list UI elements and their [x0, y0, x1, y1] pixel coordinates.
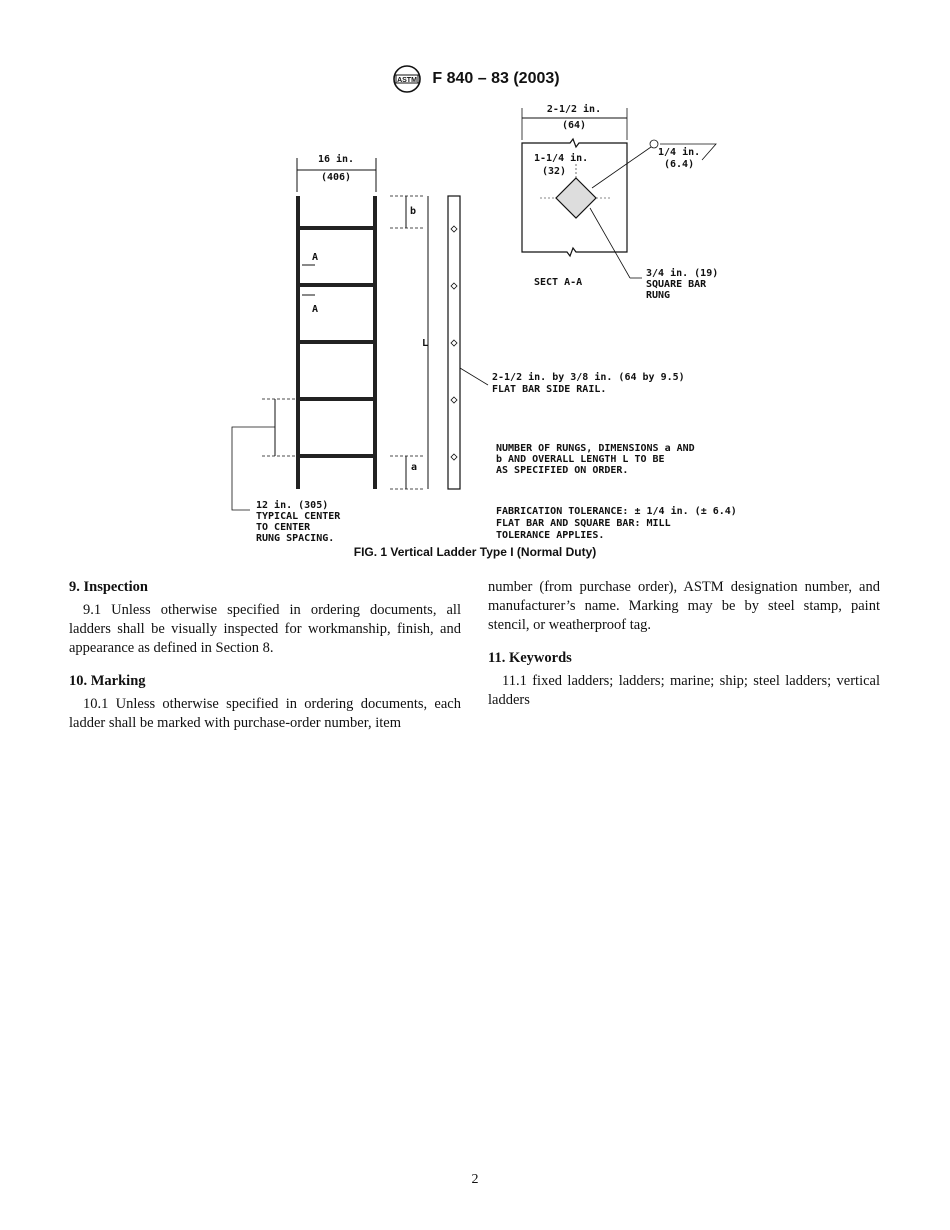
- marking-paragraph-continued: number (from purchase order), ASTM designation number, and manufacturer’s name. Marking may be by steel stamp, paint stencil, or weatherproof tag.: [488, 579, 880, 633]
- width-label-in: 16 in.: [317, 154, 355, 165]
- svg-text:(6.4): (6.4): [664, 159, 695, 170]
- inspection-heading: 9. Inspection: [69, 579, 148, 595]
- svg-text:ASTM: ASTM: [397, 77, 418, 84]
- dim-b: b: [410, 206, 417, 217]
- svg-text:1/4 in.: 1/4 in.: [658, 147, 701, 158]
- spacing-note-2: TYPICAL CENTER: [256, 511, 341, 522]
- spacing-note-4: RUNG SPACING.: [256, 533, 335, 544]
- svg-text:(64): (64): [561, 120, 587, 131]
- rungs: [300, 226, 373, 458]
- svg-text:1-1/4 in.: 1-1/4 in.: [534, 153, 589, 164]
- inspection-paragraph: 9.1 Unless otherwise specified in ordering documents, all ladders shall be visually inspected for workmanship, finish, and appearance as defined in Section 8.: [69, 602, 461, 656]
- rail-note-1: 2-1/2 in. by 3/8 in. (64 by 9.5): [492, 372, 685, 383]
- side-rail-view: [448, 196, 460, 489]
- tolerance-note-3: TOLERANCE APPLIES.: [496, 530, 605, 541]
- svg-text:(32): (32): [542, 166, 567, 177]
- marking-paragraph: 10.1 Unless otherwise specified in ordering documents, each ladder shall be marked with purchase-order number, item: [69, 696, 461, 731]
- section-a-a: [522, 103, 718, 301]
- svg-text:3/4 in. (19): 3/4 in. (19): [646, 268, 719, 279]
- marking-heading: 10. Marking: [69, 673, 146, 689]
- dim-L: L: [422, 338, 429, 349]
- tolerance-note-2: FLAT BAR AND SQUARE BAR: MILL: [496, 518, 671, 529]
- svg-text:SECT A-A: SECT A-A: [534, 277, 583, 288]
- dim-a: a: [411, 462, 418, 473]
- astm-logo-icon: [390, 64, 424, 94]
- rung-note-1: NUMBER OF RUNGS, DIMENSIONS a AND: [496, 443, 695, 454]
- section-marker-bottom: A: [312, 304, 319, 315]
- left-column: [69, 578, 461, 741]
- spacing-note-3: TO CENTER: [256, 522, 311, 533]
- left-rail: [296, 196, 300, 489]
- rail-note-2: FLAT BAR SIDE RAIL.: [492, 384, 607, 395]
- rung-note-3: AS SPECIFIED ON ORDER.: [496, 465, 629, 476]
- ladder-figure: [220, 100, 740, 560]
- keywords-heading: 11. Keywords: [488, 650, 572, 666]
- page-header: [0, 64, 950, 94]
- right-rail: [373, 196, 377, 489]
- right-column: [488, 578, 880, 718]
- keywords-paragraph: 11.1 fixed ladders; ladders; marine; ship; steel ladders; vertical ladders: [488, 673, 880, 708]
- tolerance-note-1: FABRICATION TOLERANCE: ± 1/4 in. (± 6.4): [496, 506, 737, 517]
- designation: F 840 – 83 (2003): [432, 70, 560, 87]
- width-label-mm: (406): [320, 172, 352, 183]
- svg-text:RUNG: RUNG: [646, 290, 671, 301]
- page-number: 2: [471, 1172, 479, 1187]
- svg-text:2-1/2 in.: 2-1/2 in.: [546, 104, 602, 115]
- section-marker-top: A: [312, 252, 319, 263]
- square-bar-rung: [556, 178, 596, 218]
- spacing-note-1: 12 in. (305): [256, 500, 329, 511]
- rung-note-2: b AND OVERALL LENGTH L TO BE: [496, 454, 665, 465]
- svg-text:SQUARE BAR: SQUARE BAR: [646, 279, 707, 290]
- figure-caption: FIG. 1 Vertical Ladder Type I (Normal Duty): [353, 545, 597, 559]
